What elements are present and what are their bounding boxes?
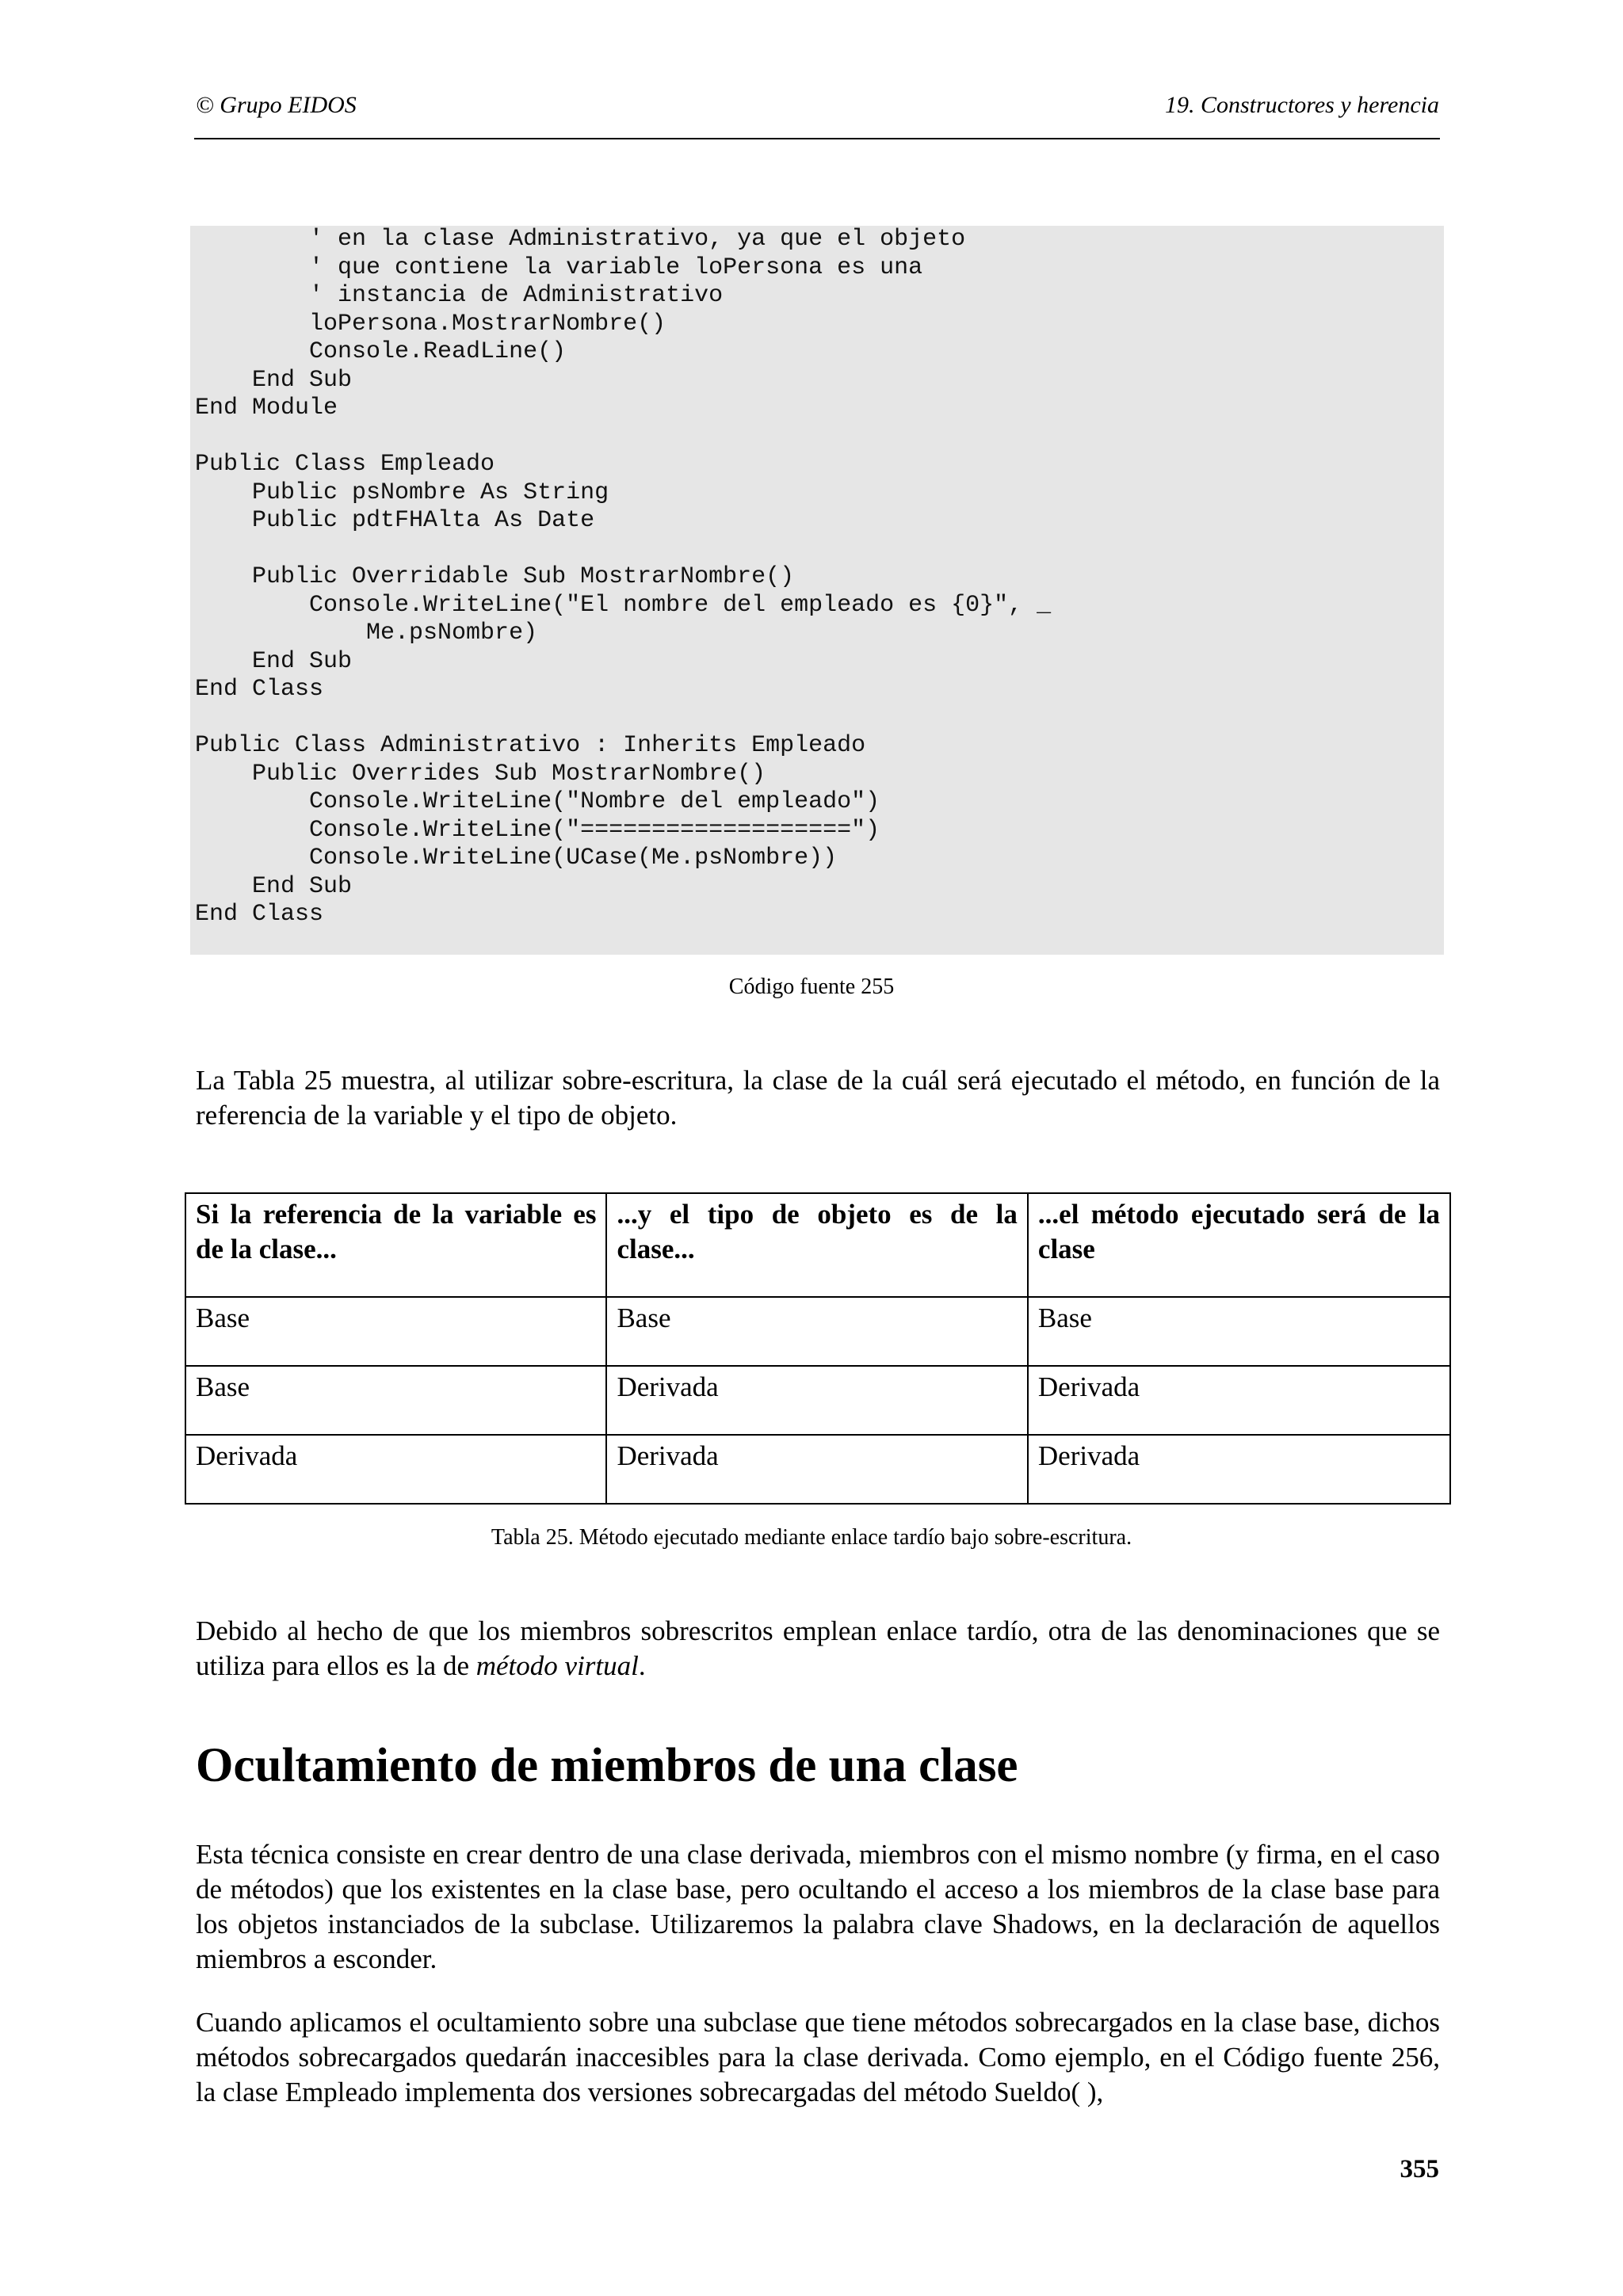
paragraph-shadows: Esta técnica consiste en crear dentro de una clase derivada, miembros con el mismo nombre (y firma, en el caso de métodos) que los existentes en la clase base, pero ocultando el acceso a los miembros de la clase base para los objetos instanciados de la subclase. Utilizaremos la palabra clave Shadows, en la declaración de aquellos miembros a esconder. [196, 1839, 1440, 1974]
emphasis-term: método virtual [475, 1650, 639, 1681]
paragraph-table-intro: La Tabla 25 muestra, al utilizar sobre-escritura, la clase de la cuál será ejecutado el método, en función de la referencia de la variable y el tipo de objeto. [196, 1065, 1440, 1131]
paragraph-text: Debido al hecho de que los miembros sobrescritos emplean enlace tardío, otra de las denominaciones que se utiliza para ellos es la de [196, 1615, 1440, 1681]
override-table [185, 1192, 1451, 1505]
code-listing [190, 226, 1444, 955]
code-caption: Código fuente 255 [728, 974, 895, 999]
running-header-right: 19. Constructores y herencia [1164, 92, 1439, 118]
section-heading: Ocultamiento de miembros de una clase [196, 1739, 1018, 1792]
table-cell: Derivada [606, 1366, 1027, 1435]
table-cell: Derivada [606, 1435, 1027, 1504]
table-caption: Tabla 25. Método ejecutado mediante enlace tardío bajo sobre-escritura. [491, 1525, 1132, 1550]
table-cell: Derivada [185, 1435, 606, 1504]
table-cell: Base [185, 1297, 606, 1366]
page-number: 355 [1400, 2155, 1439, 2183]
table-row [185, 1297, 1450, 1366]
code-text: ' en la clase Administrativo, ya que el objeto ' que contiene la variable loPersona es una ' instancia de Administrativo loPersona.MostrarNombre() Console.ReadLine() End Sub End Module Public Class Empleado Public psNombre As String Public pdtFHAlta As Date Public Overridable Sub MostrarNombre() Console.WriteLine("El nombre del empleado es {0}", _ Me.psNombre) End Sub End Class Public Class Administrativo : Inherits Empleado Public Overrides Sub MostrarNombre() Console.WriteLine("Nombre del empleado") Console.WriteLine("===================") Console.WriteLine(UCase(Me.psNombre)) End Sub End Class [195, 226, 1052, 928]
table-header-cell: Si la referencia de la variable es de la clase... [185, 1193, 606, 1297]
table-header-cell: ...y el tipo de objeto es de la clase... [606, 1193, 1027, 1297]
table-cell: Base [185, 1366, 606, 1435]
paragraph-overloads: Cuando aplicamos el ocultamiento sobre una subclase que tiene métodos sobrecargados en la clase base, dichos métodos sobrecargados quedarán inaccesibles para la clase derivada. Como ejemplo, en el Código fuente 256, la clase Empleado implementa dos versiones sobrecargadas del método Sueldo( ), [196, 2007, 1440, 2107]
table-cell: Base [1028, 1297, 1450, 1366]
running-header-left: © Grupo EIDOS [196, 92, 357, 118]
paragraph-virtual-method [196, 1614, 1440, 1684]
table-cell: Base [606, 1297, 1027, 1366]
table-header-cell: ...el método ejecutado será de la clase [1028, 1193, 1450, 1297]
table-row [185, 1435, 1450, 1504]
table-header-row [185, 1193, 1450, 1297]
table-cell: Derivada [1028, 1366, 1450, 1435]
table-cell: Derivada [1028, 1435, 1450, 1504]
header-rule [194, 138, 1440, 139]
paragraph-text: . [638, 1650, 646, 1681]
table-row [185, 1366, 1450, 1435]
